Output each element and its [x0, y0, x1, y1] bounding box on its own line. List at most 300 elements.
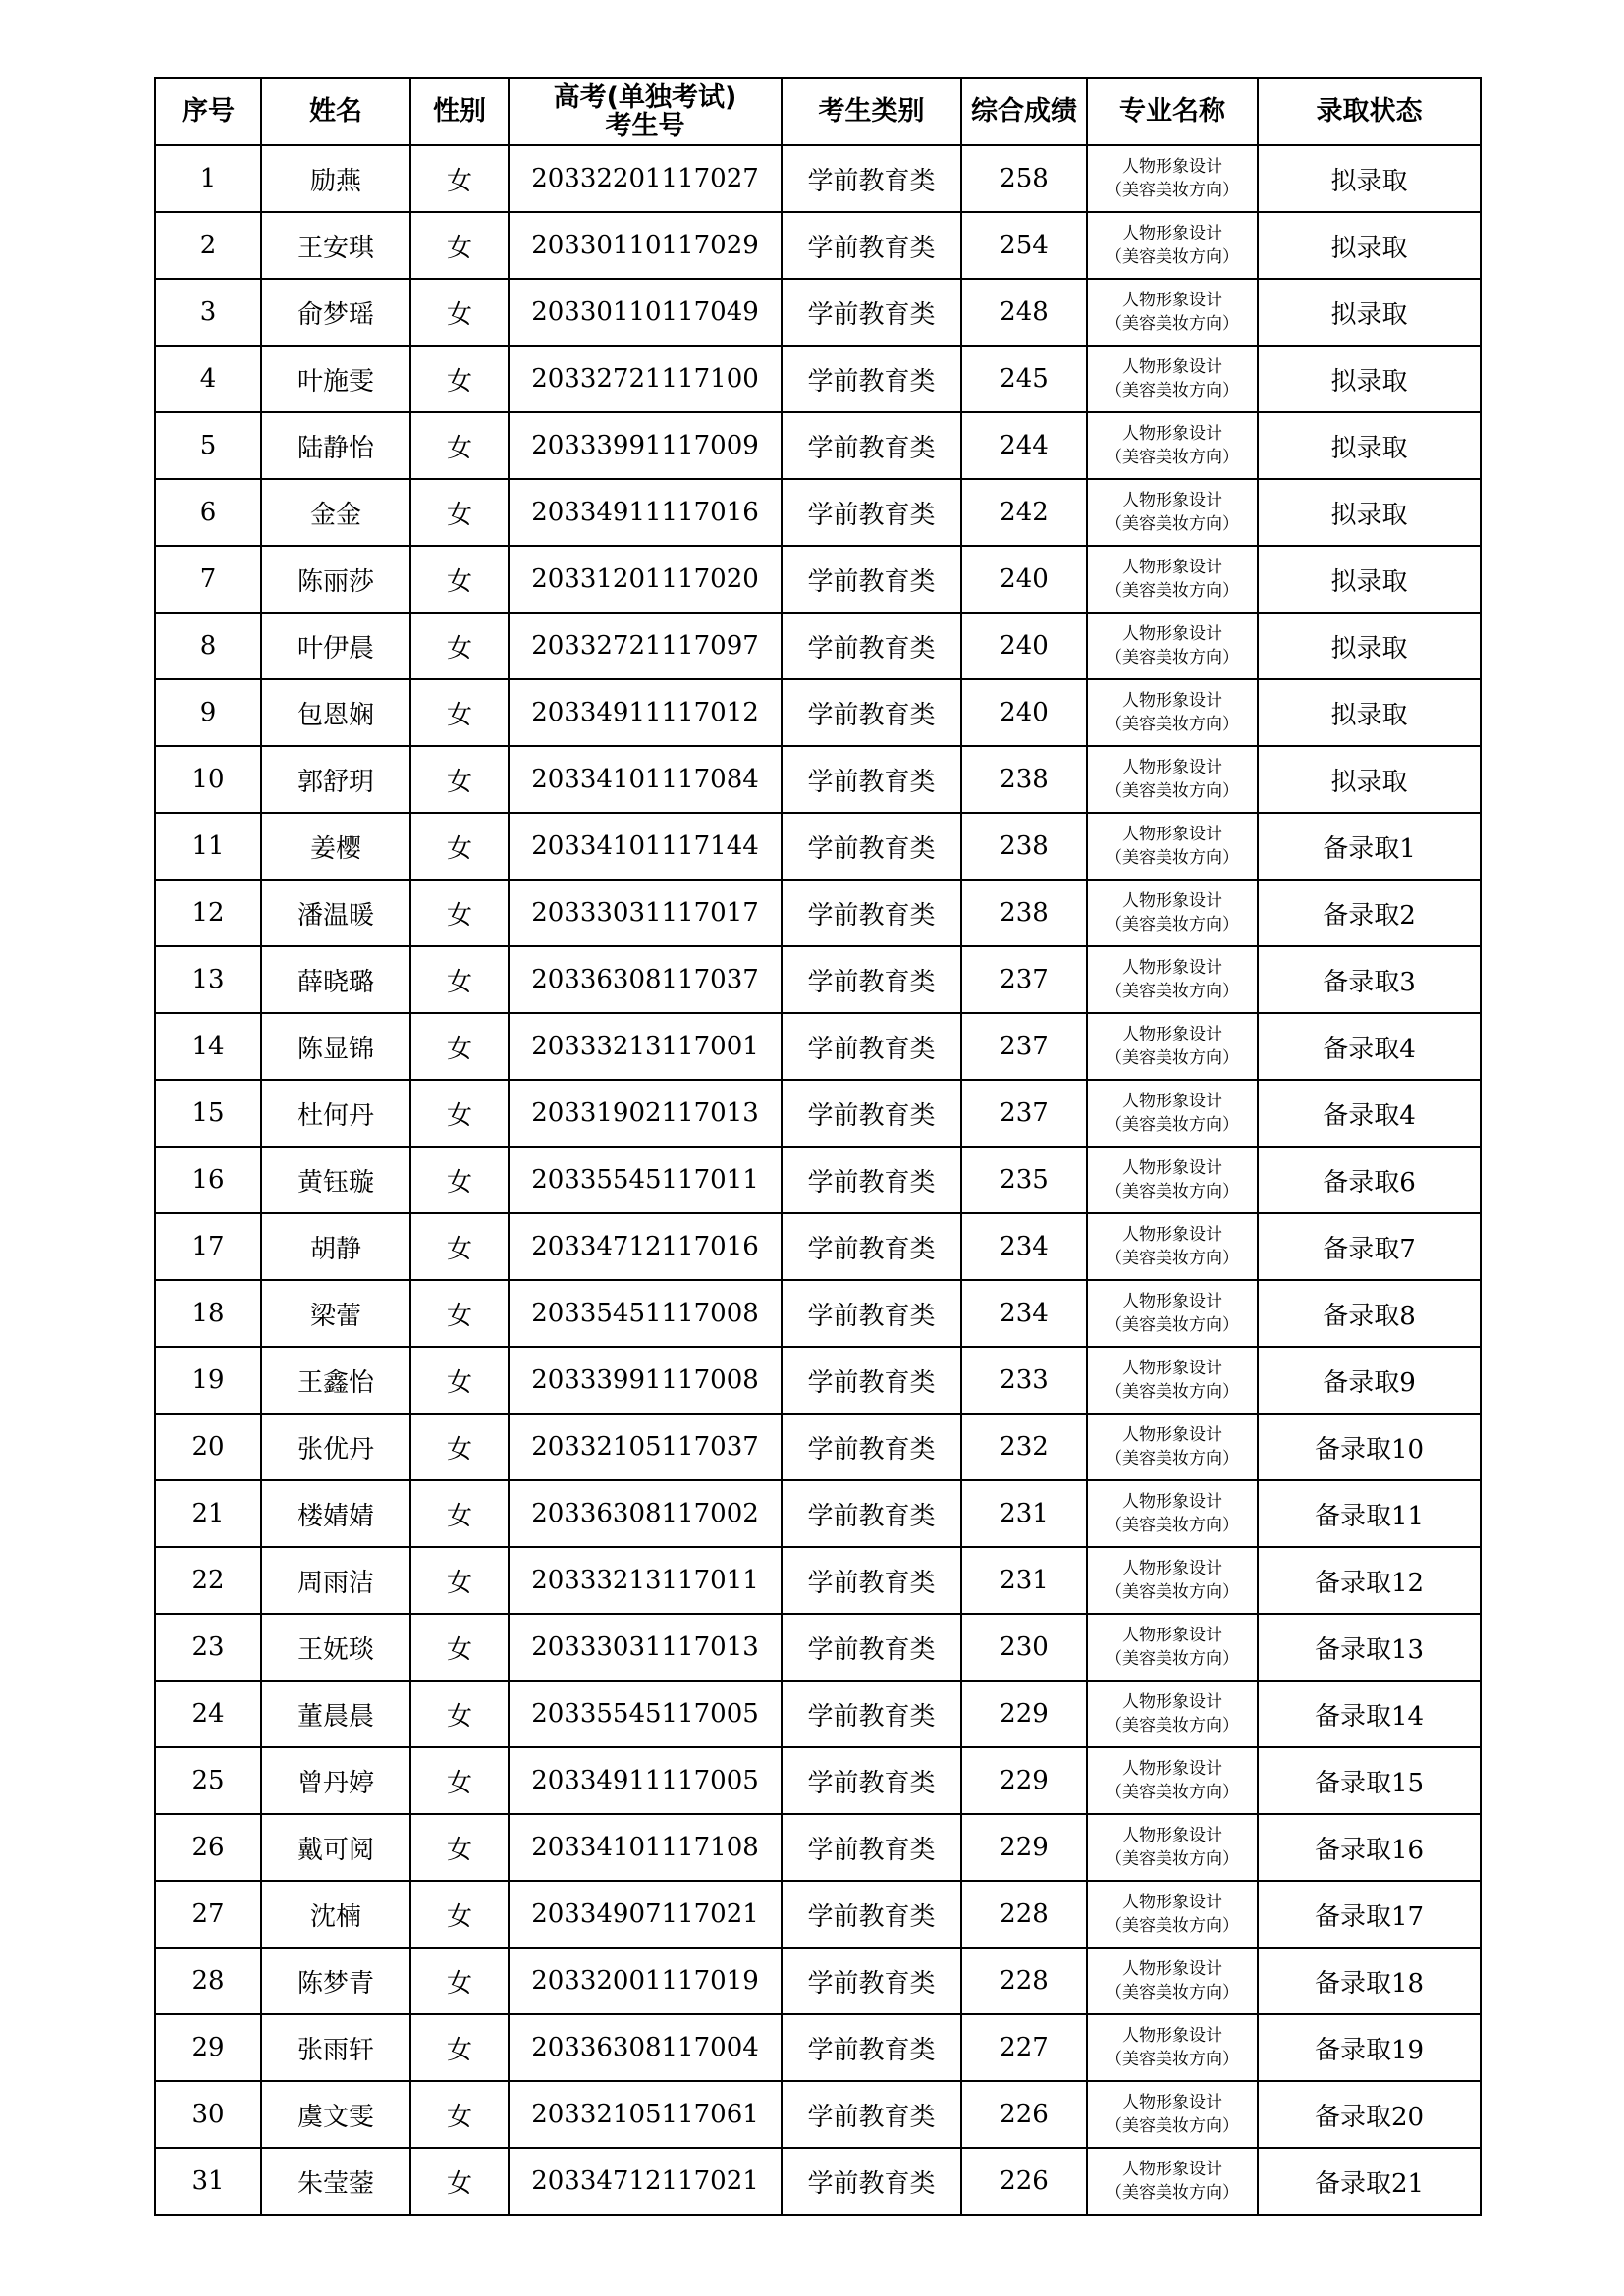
cell-status: 备录取2 — [1258, 880, 1481, 946]
cell-index: 30 — [155, 2081, 261, 2148]
cell-major — [1087, 1280, 1258, 1347]
cell-major — [1087, 1147, 1258, 1213]
major-name-line1: 人物形象设计 — [1122, 157, 1222, 177]
cell-major — [1087, 1347, 1258, 1414]
cell-category: 学前教育类 — [782, 1814, 961, 1881]
cell-gender: 女 — [410, 346, 509, 412]
cell-name: 沈楠 — [261, 1881, 410, 1948]
cell-name: 陈梦青 — [261, 1948, 410, 2014]
cell-exam-number: 20334911117005 — [509, 1747, 782, 1814]
table-row — [155, 2014, 1481, 2081]
major-name-line1: 人物形象设计 — [1122, 1292, 1222, 1311]
cell-exam-number: 20336308117037 — [509, 946, 782, 1013]
cell-status: 拟录取 — [1258, 613, 1481, 679]
cell-category: 学前教育类 — [782, 546, 961, 613]
header-exam-number-line1: 高考(单独考试) — [553, 81, 737, 113]
cell-exam-number: 20334911117012 — [509, 679, 782, 746]
table-row — [155, 746, 1481, 813]
cell-major — [1087, 1614, 1258, 1681]
cell-exam-number: 20334712117021 — [509, 2148, 782, 2215]
cell-exam-number: 20334101117144 — [509, 813, 782, 880]
major-name-line1: 人物形象设计 — [1122, 1359, 1222, 1378]
cell-exam-number: 20333213117011 — [509, 1547, 782, 1614]
cell-score: 245 — [961, 346, 1087, 412]
cell-score: 231 — [961, 1547, 1087, 1614]
cell-category: 学前教育类 — [782, 1414, 961, 1480]
header-exam-number — [509, 78, 782, 145]
cell-index: 12 — [155, 880, 261, 946]
cell-major — [1087, 746, 1258, 813]
cell-name: 王妩琰 — [261, 1614, 410, 1681]
cell-name: 陈显锦 — [261, 1013, 410, 1080]
cell-index: 21 — [155, 1480, 261, 1547]
major-name-line1: 人物形象设计 — [1122, 1959, 1222, 1979]
cell-name: 张优丹 — [261, 1414, 410, 1480]
cell-exam-number: 20332201117027 — [509, 145, 782, 212]
cell-major — [1087, 212, 1258, 279]
cell-name: 杜何丹 — [261, 1080, 410, 1147]
cell-score: 237 — [961, 1013, 1087, 1080]
cell-score: 242 — [961, 479, 1087, 546]
cell-gender: 女 — [410, 679, 509, 746]
cell-status: 备录取14 — [1258, 1681, 1481, 1747]
major-name-line2: （美容美妆方向） — [1106, 2116, 1239, 2136]
major-name-line1: 人物形象设计 — [1122, 2093, 1222, 2112]
cell-exam-number: 20334101117108 — [509, 1814, 782, 1881]
cell-category: 学前教育类 — [782, 1480, 961, 1547]
cell-category: 学前教育类 — [782, 479, 961, 546]
cell-category: 学前教育类 — [782, 813, 961, 880]
major-name-line2: （美容美妆方向） — [1106, 1516, 1239, 1535]
cell-status: 拟录取 — [1258, 212, 1481, 279]
cell-major — [1087, 1080, 1258, 1147]
cell-gender: 女 — [410, 1747, 509, 1814]
header-row — [155, 78, 1481, 145]
header-index: 序号 — [155, 78, 261, 145]
cell-status: 备录取13 — [1258, 1614, 1481, 1681]
cell-gender: 女 — [410, 1213, 509, 1280]
major-name-line1: 人物形象设计 — [1122, 624, 1222, 644]
cell-exam-number: 20336308117004 — [509, 2014, 782, 2081]
table-row — [155, 1013, 1481, 1080]
cell-major — [1087, 1213, 1258, 1280]
major-name-line1: 人物形象设计 — [1122, 357, 1222, 377]
cell-gender: 女 — [410, 1681, 509, 1747]
cell-category: 学前教育类 — [782, 613, 961, 679]
major-name-line1: 人物形象设计 — [1122, 291, 1222, 310]
major-name-line2: （美容美妆方向） — [1106, 2183, 1239, 2203]
major-name-line1: 人物形象设计 — [1122, 1025, 1222, 1044]
cell-score: 248 — [961, 279, 1087, 346]
cell-score: 240 — [961, 613, 1087, 679]
major-name-line2: （美容美妆方向） — [1106, 247, 1239, 267]
cell-exam-number: 20333031117017 — [509, 880, 782, 946]
cell-major — [1087, 145, 1258, 212]
cell-score: 254 — [961, 212, 1087, 279]
cell-exam-number: 20333991117009 — [509, 412, 782, 479]
cell-name: 陈丽莎 — [261, 546, 410, 613]
cell-major — [1087, 1948, 1258, 2014]
cell-category: 学前教育类 — [782, 1147, 961, 1213]
cell-major — [1087, 346, 1258, 412]
cell-gender: 女 — [410, 1347, 509, 1414]
cell-gender: 女 — [410, 1013, 509, 1080]
table-row — [155, 946, 1481, 1013]
cell-score: 258 — [961, 145, 1087, 212]
cell-index: 28 — [155, 1948, 261, 2014]
cell-gender: 女 — [410, 613, 509, 679]
cell-major — [1087, 1547, 1258, 1614]
table-row — [155, 2081, 1481, 2148]
major-name-line1: 人物形象设计 — [1122, 691, 1222, 711]
cell-score: 232 — [961, 1414, 1087, 1480]
major-name-line1: 人物形象设计 — [1122, 2160, 1222, 2179]
cell-major — [1087, 2081, 1258, 2148]
table-row — [155, 1948, 1481, 2014]
cell-score: 238 — [961, 880, 1087, 946]
cell-score: 231 — [961, 1480, 1087, 1547]
cell-status: 备录取12 — [1258, 1547, 1481, 1614]
cell-name: 虞文雯 — [261, 2081, 410, 2148]
major-name-line1: 人物形象设计 — [1122, 1092, 1222, 1111]
major-name-line2: （美容美妆方向） — [1106, 1182, 1239, 1201]
cell-status: 备录取7 — [1258, 1213, 1481, 1280]
major-name-line1: 人物形象设计 — [1122, 891, 1222, 911]
cell-name: 姜樱 — [261, 813, 410, 880]
cell-category: 学前教育类 — [782, 212, 961, 279]
cell-category: 学前教育类 — [782, 412, 961, 479]
cell-exam-number: 20334712117016 — [509, 1213, 782, 1280]
table-row — [155, 1480, 1481, 1547]
cell-index: 2 — [155, 212, 261, 279]
header-status: 录取状态 — [1258, 78, 1481, 145]
cell-status: 拟录取 — [1258, 479, 1481, 546]
cell-gender: 女 — [410, 1414, 509, 1480]
cell-name: 王安琪 — [261, 212, 410, 279]
cell-gender: 女 — [410, 2081, 509, 2148]
cell-exam-number: 20332105117037 — [509, 1414, 782, 1480]
cell-category: 学前教育类 — [782, 946, 961, 1013]
major-name-line1: 人物形象设计 — [1122, 1692, 1222, 1712]
major-name-line1: 人物形象设计 — [1122, 758, 1222, 777]
cell-status: 备录取4 — [1258, 1080, 1481, 1147]
cell-major — [1087, 1013, 1258, 1080]
cell-major — [1087, 813, 1258, 880]
cell-index: 17 — [155, 1213, 261, 1280]
cell-score: 226 — [961, 2148, 1087, 2215]
major-name-line1: 人物形象设计 — [1122, 1225, 1222, 1245]
cell-category: 学前教育类 — [782, 2081, 961, 2148]
cell-name: 潘温暖 — [261, 880, 410, 946]
major-name-line2: （美容美妆方向） — [1106, 381, 1239, 400]
table-row — [155, 479, 1481, 546]
cell-category: 学前教育类 — [782, 1747, 961, 1814]
cell-major — [1087, 613, 1258, 679]
major-name-line1: 人物形象设计 — [1122, 1893, 1222, 1912]
table-row — [155, 880, 1481, 946]
cell-exam-number: 20332721117097 — [509, 613, 782, 679]
cell-score: 233 — [961, 1347, 1087, 1414]
cell-major — [1087, 2014, 1258, 2081]
major-name-line1: 人物形象设计 — [1122, 1626, 1222, 1645]
cell-exam-number: 20333213117001 — [509, 1013, 782, 1080]
cell-exam-number: 20335545117005 — [509, 1681, 782, 1747]
cell-gender: 女 — [410, 946, 509, 1013]
cell-exam-number: 20334911117016 — [509, 479, 782, 546]
cell-exam-number: 20335545117011 — [509, 1147, 782, 1213]
cell-index: 7 — [155, 546, 261, 613]
cell-gender: 女 — [410, 546, 509, 613]
table-row — [155, 1080, 1481, 1147]
cell-index: 22 — [155, 1547, 261, 1614]
table-row — [155, 1414, 1481, 1480]
cell-category: 学前教育类 — [782, 279, 961, 346]
cell-major — [1087, 412, 1258, 479]
admission-table — [154, 77, 1482, 2216]
major-name-line1: 人物形象设计 — [1122, 1559, 1222, 1578]
cell-index: 6 — [155, 479, 261, 546]
cell-gender: 女 — [410, 1814, 509, 1881]
cell-gender: 女 — [410, 1147, 509, 1213]
cell-score: 228 — [961, 1881, 1087, 1948]
cell-name: 胡静 — [261, 1213, 410, 1280]
cell-name: 周雨洁 — [261, 1547, 410, 1614]
cell-name: 梁蕾 — [261, 1280, 410, 1347]
cell-major — [1087, 1881, 1258, 1948]
major-name-line2: （美容美妆方向） — [1106, 1849, 1239, 1869]
table-row — [155, 1814, 1481, 1881]
cell-major — [1087, 1747, 1258, 1814]
major-name-line1: 人物形象设计 — [1122, 558, 1222, 577]
table-row — [155, 412, 1481, 479]
table-row — [155, 1681, 1481, 1747]
cell-gender: 女 — [410, 1614, 509, 1681]
cell-name: 张雨轩 — [261, 2014, 410, 2081]
major-name-line2: （美容美妆方向） — [1106, 2050, 1239, 2069]
major-name-line1: 人物形象设计 — [1122, 424, 1222, 444]
cell-major — [1087, 1681, 1258, 1747]
cell-index: 1 — [155, 145, 261, 212]
cell-category: 学前教育类 — [782, 1948, 961, 2014]
cell-gender: 女 — [410, 1881, 509, 1948]
cell-exam-number: 20334101117084 — [509, 746, 782, 813]
cell-score: 229 — [961, 1681, 1087, 1747]
table-row — [155, 1547, 1481, 1614]
cell-index: 5 — [155, 412, 261, 479]
cell-score: 229 — [961, 1747, 1087, 1814]
cell-status: 备录取3 — [1258, 946, 1481, 1013]
cell-status: 备录取10 — [1258, 1414, 1481, 1480]
cell-gender: 女 — [410, 1480, 509, 1547]
cell-status: 备录取4 — [1258, 1013, 1481, 1080]
major-name-line2: （美容美妆方向） — [1106, 181, 1239, 200]
major-name-line2: （美容美妆方向） — [1106, 848, 1239, 868]
cell-gender: 女 — [410, 1280, 509, 1347]
cell-score: 234 — [961, 1213, 1087, 1280]
cell-exam-number: 20332001117019 — [509, 1948, 782, 2014]
cell-index: 16 — [155, 1147, 261, 1213]
cell-name: 励燕 — [261, 145, 410, 212]
cell-score: 238 — [961, 746, 1087, 813]
cell-index: 26 — [155, 1814, 261, 1881]
cell-status: 备录取15 — [1258, 1747, 1481, 1814]
cell-index: 29 — [155, 2014, 261, 2081]
cell-gender: 女 — [410, 145, 509, 212]
table-row — [155, 546, 1481, 613]
major-name-line2: （美容美妆方向） — [1106, 982, 1239, 1001]
cell-score: 237 — [961, 946, 1087, 1013]
cell-major — [1087, 1814, 1258, 1881]
major-name-line2: （美容美妆方向） — [1106, 1115, 1239, 1135]
major-name-line2: （美容美妆方向） — [1106, 915, 1239, 934]
cell-status: 拟录取 — [1258, 145, 1481, 212]
table-body — [155, 145, 1481, 2215]
cell-status: 备录取8 — [1258, 1280, 1481, 1347]
major-name-line2: （美容美妆方向） — [1106, 1983, 1239, 2002]
header-name: 姓名 — [261, 78, 410, 145]
cell-index: 18 — [155, 1280, 261, 1347]
cell-name: 楼婧婧 — [261, 1480, 410, 1547]
major-name-line1: 人物形象设计 — [1122, 1492, 1222, 1512]
major-name-line2: （美容美妆方向） — [1106, 1382, 1239, 1402]
table-row — [155, 1213, 1481, 1280]
major-name-line1: 人物形象设计 — [1122, 1759, 1222, 1779]
cell-category: 学前教育类 — [782, 1213, 961, 1280]
table-row — [155, 1747, 1481, 1814]
cell-exam-number: 20333991117008 — [509, 1347, 782, 1414]
table-row — [155, 1881, 1481, 1948]
cell-category: 学前教育类 — [782, 880, 961, 946]
major-name-line1: 人物形象设计 — [1122, 491, 1222, 510]
major-name-line1: 人物形象设计 — [1122, 1158, 1222, 1178]
header-exam-number-line2: 考生号 — [605, 110, 685, 141]
major-name-line2: （美容美妆方向） — [1106, 715, 1239, 734]
cell-index: 13 — [155, 946, 261, 1013]
cell-name: 金金 — [261, 479, 410, 546]
cell-status: 备录取9 — [1258, 1347, 1481, 1414]
cell-name: 戴可阅 — [261, 1814, 410, 1881]
cell-index: 4 — [155, 346, 261, 412]
cell-score: 229 — [961, 1814, 1087, 1881]
cell-category: 学前教育类 — [782, 1881, 961, 1948]
major-name-line2: （美容美妆方向） — [1106, 1315, 1239, 1335]
cell-major — [1087, 1480, 1258, 1547]
header-score: 综合成绩 — [961, 78, 1087, 145]
major-name-line2: （美容美妆方向） — [1106, 1249, 1239, 1268]
table-row — [155, 613, 1481, 679]
cell-status: 备录取11 — [1258, 1480, 1481, 1547]
cell-major — [1087, 2148, 1258, 2215]
cell-status: 备录取17 — [1258, 1881, 1481, 1948]
cell-score: 240 — [961, 546, 1087, 613]
cell-exam-number: 20330110117049 — [509, 279, 782, 346]
cell-gender: 女 — [410, 1948, 509, 2014]
cell-status: 拟录取 — [1258, 746, 1481, 813]
cell-major — [1087, 479, 1258, 546]
cell-index: 20 — [155, 1414, 261, 1480]
cell-status: 备录取20 — [1258, 2081, 1481, 2148]
cell-exam-number: 20332105117061 — [509, 2081, 782, 2148]
table-row — [155, 1347, 1481, 1414]
cell-category: 学前教育类 — [782, 2014, 961, 2081]
cell-name: 叶伊晨 — [261, 613, 410, 679]
cell-score: 227 — [961, 2014, 1087, 2081]
cell-index: 10 — [155, 746, 261, 813]
major-name-line1: 人物形象设计 — [1122, 958, 1222, 978]
cell-category: 学前教育类 — [782, 1013, 961, 1080]
cell-status: 拟录取 — [1258, 279, 1481, 346]
header-major: 专业名称 — [1087, 78, 1258, 145]
cell-exam-number: 20336308117002 — [509, 1480, 782, 1547]
cell-index: 19 — [155, 1347, 261, 1414]
cell-category: 学前教育类 — [782, 346, 961, 412]
table-row — [155, 1147, 1481, 1213]
cell-index: 23 — [155, 1614, 261, 1681]
cell-score: 244 — [961, 412, 1087, 479]
cell-major — [1087, 946, 1258, 1013]
cell-category: 学前教育类 — [782, 1681, 961, 1747]
major-name-line2: （美容美妆方向） — [1106, 1048, 1239, 1068]
cell-exam-number: 20330110117029 — [509, 212, 782, 279]
cell-index: 3 — [155, 279, 261, 346]
major-name-line1: 人物形象设计 — [1122, 1425, 1222, 1445]
cell-index: 31 — [155, 2148, 261, 2215]
cell-status: 备录取16 — [1258, 1814, 1481, 1881]
cell-major — [1087, 880, 1258, 946]
cell-gender: 女 — [410, 813, 509, 880]
major-name-line2: （美容美妆方向） — [1106, 648, 1239, 667]
cell-major — [1087, 279, 1258, 346]
cell-category: 学前教育类 — [782, 1280, 961, 1347]
cell-name: 薛晓璐 — [261, 946, 410, 1013]
major-name-line2: （美容美妆方向） — [1106, 1783, 1239, 1802]
cell-category: 学前教育类 — [782, 1547, 961, 1614]
cell-exam-number: 20332721117100 — [509, 346, 782, 412]
cell-category: 学前教育类 — [782, 1614, 961, 1681]
major-name-line1: 人物形象设计 — [1122, 224, 1222, 243]
cell-score: 238 — [961, 813, 1087, 880]
header-category: 考生类别 — [782, 78, 961, 145]
cell-score: 226 — [961, 2081, 1087, 2148]
major-name-line2: （美容美妆方向） — [1106, 514, 1239, 534]
cell-exam-number: 20333031117013 — [509, 1614, 782, 1681]
cell-category: 学前教育类 — [782, 2148, 961, 2215]
table-row — [155, 346, 1481, 412]
cell-name: 王鑫怡 — [261, 1347, 410, 1414]
cell-status: 备录取21 — [1258, 2148, 1481, 2215]
cell-category: 学前教育类 — [782, 679, 961, 746]
header-gender: 性别 — [410, 78, 509, 145]
cell-score: 240 — [961, 679, 1087, 746]
cell-name: 黄钰璇 — [261, 1147, 410, 1213]
cell-score: 228 — [961, 1948, 1087, 2014]
cell-score: 237 — [961, 1080, 1087, 1147]
table-row — [155, 813, 1481, 880]
major-name-line1: 人物形象设计 — [1122, 2026, 1222, 2046]
cell-major — [1087, 1414, 1258, 1480]
cell-gender: 女 — [410, 212, 509, 279]
cell-gender: 女 — [410, 2014, 509, 2081]
table-row — [155, 212, 1481, 279]
cell-index: 25 — [155, 1747, 261, 1814]
table-row — [155, 679, 1481, 746]
cell-index: 8 — [155, 613, 261, 679]
major-name-line2: （美容美妆方向） — [1106, 1582, 1239, 1602]
cell-score: 235 — [961, 1147, 1087, 1213]
cell-exam-number: 20334907117021 — [509, 1881, 782, 1948]
cell-name: 郭舒玥 — [261, 746, 410, 813]
cell-name: 叶施雯 — [261, 346, 410, 412]
